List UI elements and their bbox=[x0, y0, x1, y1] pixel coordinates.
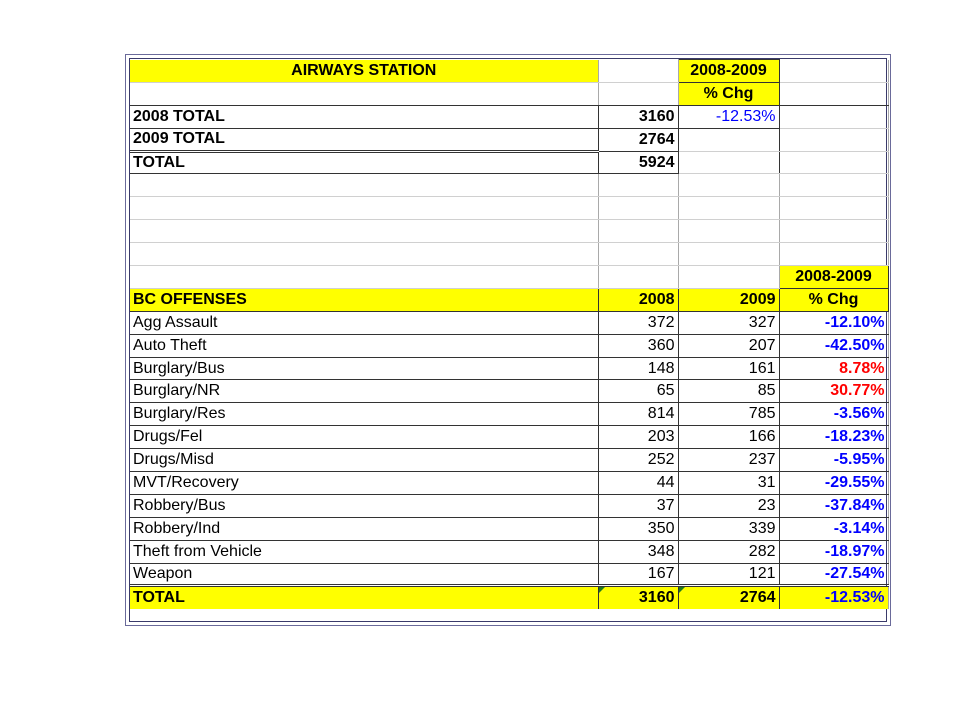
station-chg-header-line2[interactable]: % Chg bbox=[678, 82, 779, 105]
empty-cell[interactable] bbox=[130, 82, 598, 105]
empty-cell[interactable] bbox=[598, 220, 678, 243]
empty-cell[interactable] bbox=[779, 243, 888, 266]
offense-pct-change[interactable]: -27.54% bbox=[779, 563, 888, 586]
empty-cell[interactable] bbox=[779, 105, 888, 128]
total-pct-change[interactable]: -12.53% bbox=[779, 586, 888, 609]
empty-row bbox=[130, 197, 888, 220]
offense-2008[interactable]: 167 bbox=[598, 563, 678, 586]
offense-row bbox=[130, 563, 888, 586]
offense-2008[interactable]: 44 bbox=[598, 472, 678, 495]
row-value[interactable]: 5924 bbox=[598, 151, 678, 174]
station-title[interactable]: AIRWAYS STATION bbox=[130, 60, 598, 83]
empty-cell[interactable] bbox=[779, 174, 888, 197]
offense-2008[interactable]: 148 bbox=[598, 357, 678, 380]
total-label[interactable]: TOTAL bbox=[130, 586, 598, 609]
empty-cell[interactable] bbox=[678, 197, 779, 220]
station-chg-header-line1[interactable]: 2008-2009 bbox=[678, 60, 779, 83]
empty-cell[interactable] bbox=[130, 243, 598, 266]
row-value[interactable]: 2764 bbox=[598, 128, 678, 151]
offense-2009[interactable]: 207 bbox=[678, 334, 779, 357]
empty-cell[interactable] bbox=[130, 266, 598, 289]
offense-row bbox=[130, 449, 888, 472]
offenses-chg-header-line1[interactable]: 2008-2009 bbox=[779, 266, 888, 289]
empty-cell[interactable] bbox=[678, 151, 779, 174]
offense-pct-change[interactable]: 8.78% bbox=[779, 357, 888, 380]
offense-2009[interactable]: 237 bbox=[678, 449, 779, 472]
offense-2008[interactable]: 350 bbox=[598, 517, 678, 540]
offense-2008[interactable]: 203 bbox=[598, 426, 678, 449]
row-label[interactable]: TOTAL bbox=[130, 151, 598, 174]
empty-cell[interactable] bbox=[598, 174, 678, 197]
offense-2009[interactable]: 339 bbox=[678, 517, 779, 540]
offenses-total-row bbox=[130, 586, 888, 609]
offense-2009[interactable]: 327 bbox=[678, 311, 779, 334]
spreadsheet-frame bbox=[125, 54, 891, 626]
row-value[interactable]: 3160 bbox=[598, 105, 678, 128]
row-label[interactable]: 2009 TOTAL bbox=[130, 128, 598, 151]
row-label[interactable]: 2008 TOTAL bbox=[130, 105, 598, 128]
offense-row bbox=[130, 334, 888, 357]
offense-pct-change[interactable]: -29.55% bbox=[779, 472, 888, 495]
offenses-header-label[interactable]: BC OFFENSES bbox=[130, 288, 598, 311]
empty-cell[interactable] bbox=[598, 197, 678, 220]
offense-rows bbox=[130, 311, 888, 586]
offense-label[interactable]: Auto Theft bbox=[130, 334, 598, 357]
offense-2008[interactable]: 65 bbox=[598, 380, 678, 403]
offense-pct-change[interactable]: -3.56% bbox=[779, 403, 888, 426]
station-pct-change[interactable]: -12.53% bbox=[678, 105, 779, 128]
offense-2008[interactable]: 372 bbox=[598, 311, 678, 334]
offense-2009[interactable]: 161 bbox=[678, 357, 779, 380]
empty-cell[interactable] bbox=[779, 151, 888, 174]
station-header-row-2 bbox=[130, 82, 888, 105]
total-2008[interactable]: 3160 bbox=[598, 586, 678, 609]
spreadsheet-inner-border bbox=[129, 58, 887, 622]
offense-2009[interactable]: 166 bbox=[678, 426, 779, 449]
offenses-chg-header-line2[interactable]: % Chg bbox=[779, 288, 888, 311]
empty-cell[interactable] bbox=[130, 197, 598, 220]
offense-pct-change[interactable]: -18.97% bbox=[779, 540, 888, 563]
offense-label[interactable]: Drugs/Misd bbox=[130, 449, 598, 472]
offense-row bbox=[130, 517, 888, 540]
empty-cell[interactable] bbox=[130, 174, 598, 197]
empty-cell[interactable] bbox=[598, 82, 678, 105]
offense-2008[interactable]: 814 bbox=[598, 403, 678, 426]
offense-2008[interactable]: 37 bbox=[598, 494, 678, 517]
empty-cell[interactable] bbox=[779, 128, 888, 151]
offenses-col-2008[interactable]: 2008 bbox=[598, 288, 678, 311]
offense-label[interactable]: Burglary/Res bbox=[130, 403, 598, 426]
offense-row bbox=[130, 403, 888, 426]
offense-2009[interactable]: 785 bbox=[678, 403, 779, 426]
offense-label[interactable]: Robbery/Bus bbox=[130, 494, 598, 517]
offense-row bbox=[130, 540, 888, 563]
offense-label[interactable]: Drugs/Fel bbox=[130, 426, 598, 449]
offense-2009[interactable]: 23 bbox=[678, 494, 779, 517]
empty-cell[interactable] bbox=[598, 243, 678, 266]
offense-2009[interactable]: 31 bbox=[678, 472, 779, 495]
empty-cell[interactable] bbox=[779, 82, 888, 105]
offenses-col-2009[interactable]: 2009 bbox=[678, 288, 779, 311]
offense-pct-change[interactable]: -12.10% bbox=[779, 311, 888, 334]
offenses-header-row bbox=[130, 288, 888, 311]
empty-row bbox=[130, 243, 888, 266]
offense-row bbox=[130, 472, 888, 495]
offense-pct-change[interactable]: -3.14% bbox=[779, 517, 888, 540]
empty-cell[interactable] bbox=[779, 220, 888, 243]
station-2008-total-row bbox=[130, 105, 888, 128]
offense-row bbox=[130, 494, 888, 517]
empty-cell[interactable] bbox=[779, 60, 888, 83]
empty-cell[interactable] bbox=[779, 197, 888, 220]
empty-row bbox=[130, 174, 888, 197]
offense-label[interactable]: Weapon bbox=[130, 563, 598, 586]
offense-pct-change[interactable]: -37.84% bbox=[779, 494, 888, 517]
offense-pct-change[interactable]: 30.77% bbox=[779, 380, 888, 403]
station-header-row bbox=[130, 60, 888, 83]
empty-cell[interactable] bbox=[678, 220, 779, 243]
offense-2008[interactable]: 360 bbox=[598, 334, 678, 357]
empty-cell[interactable] bbox=[678, 266, 779, 289]
offense-pct-change[interactable]: -5.95% bbox=[779, 449, 888, 472]
offense-2009[interactable]: 121 bbox=[678, 563, 779, 586]
offense-label[interactable]: Burglary/NR bbox=[130, 380, 598, 403]
offense-2008[interactable]: 348 bbox=[598, 540, 678, 563]
offenses-chg-header-row bbox=[130, 266, 888, 289]
offense-row bbox=[130, 357, 888, 380]
station-grand-total-row bbox=[130, 151, 888, 174]
offense-row bbox=[130, 426, 888, 449]
offense-2009[interactable]: 282 bbox=[678, 540, 779, 563]
empty-cell[interactable] bbox=[130, 220, 598, 243]
offense-label[interactable]: Robbery/Ind bbox=[130, 517, 598, 540]
offense-pct-change[interactable]: -18.23% bbox=[779, 426, 888, 449]
empty-cell[interactable] bbox=[678, 174, 779, 197]
offense-label[interactable]: MVT/Recovery bbox=[130, 472, 598, 495]
crime-stats-table bbox=[130, 59, 889, 609]
offense-2008[interactable]: 252 bbox=[598, 449, 678, 472]
offense-row bbox=[130, 380, 888, 403]
empty-cell[interactable] bbox=[678, 128, 779, 151]
empty-cell[interactable] bbox=[598, 266, 678, 289]
offense-2009[interactable]: 85 bbox=[678, 380, 779, 403]
empty-cell[interactable] bbox=[598, 60, 678, 83]
offense-label[interactable]: Burglary/Bus bbox=[130, 357, 598, 380]
offense-row bbox=[130, 311, 888, 334]
offense-label[interactable]: Agg Assault bbox=[130, 311, 598, 334]
total-2009[interactable]: 2764 bbox=[678, 586, 779, 609]
station-2009-total-row bbox=[130, 128, 888, 151]
empty-cell[interactable] bbox=[678, 243, 779, 266]
offense-pct-change[interactable]: -42.50% bbox=[779, 334, 888, 357]
offense-label[interactable]: Theft from Vehicle bbox=[130, 540, 598, 563]
empty-row bbox=[130, 220, 888, 243]
